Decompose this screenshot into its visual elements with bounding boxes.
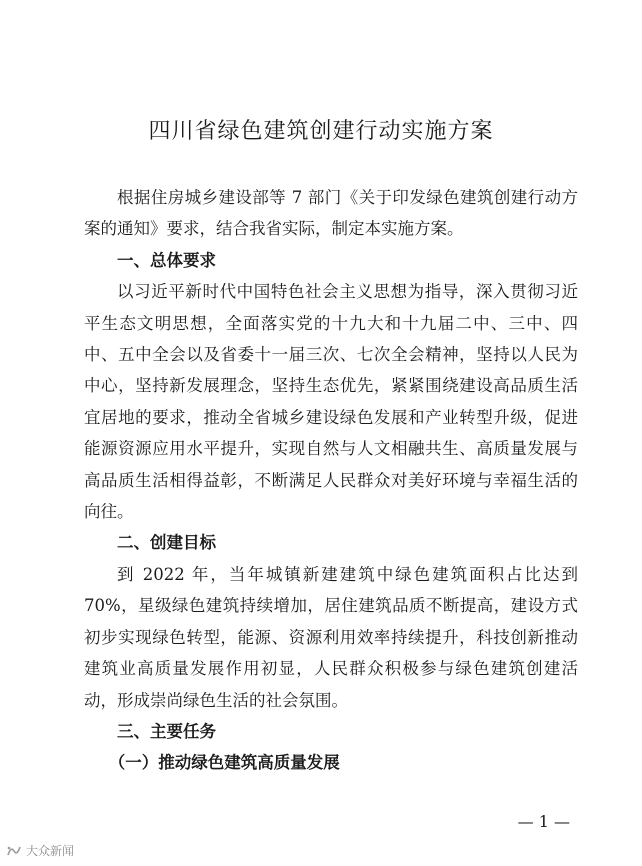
intro-paragraph: 根据住房城乡建设部等 7 部门《关于印发绿色建筑创建行动方案的通知》要求，结合我省实际，制定本实施方案。 [84,188,578,239]
general-requirements-paragraph: 以习近平新时代中国特色社会主义思想为指导，深入贯彻习近平生态文明思想，全面落实党的十九大和十九届二中、三中、四中、五中全会以及省委十一届三次、七次全会精神，坚持以人民为中心，坚持新发展理念，坚持生态优先，紧紧围绕建设高品质生活宜居地的要求，推动全省城乡建设绿色发展和产业转型升级，促进能源资源应用水平提升，实现自然与人文相融共生、高质量发展与高品质生活相得益彰，不断满足人民群众对美好环境与幸福生活的向往。 [84,282,578,522]
section-heading-general-requirements: 一、总体要求 [117,250,216,270]
document-body [84,182,578,779]
page-number: — 1 — [517,812,570,831]
watermark-text: 大众新闻 [26,844,75,858]
section-heading-main-tasks: 三、主要任务 [117,721,216,741]
watermark [6,842,74,859]
brand-logo-icon [6,844,22,858]
goals-paragraph: 到 2022 年，当年城镇新建建筑中绿色建筑面积占比达到 70%，星级绿色建筑持续增加，居住建筑品质不断提高，建设方式初步实现绿色转型，能源、资源利用效率持续提升，科技创新推动建筑业高质量发展作用初显，人民群众积极参与绿色建筑创建活动，形成崇尚绿色生活的社会氛围。 [84,564,578,710]
section-heading-goals: 二、创建目标 [117,533,216,553]
subsection-heading-promote-green-building: （一）推动绿色建筑高质量发展 [108,753,340,773]
document-title: 四川省绿色建筑创建行动实施方案 [148,119,494,144]
